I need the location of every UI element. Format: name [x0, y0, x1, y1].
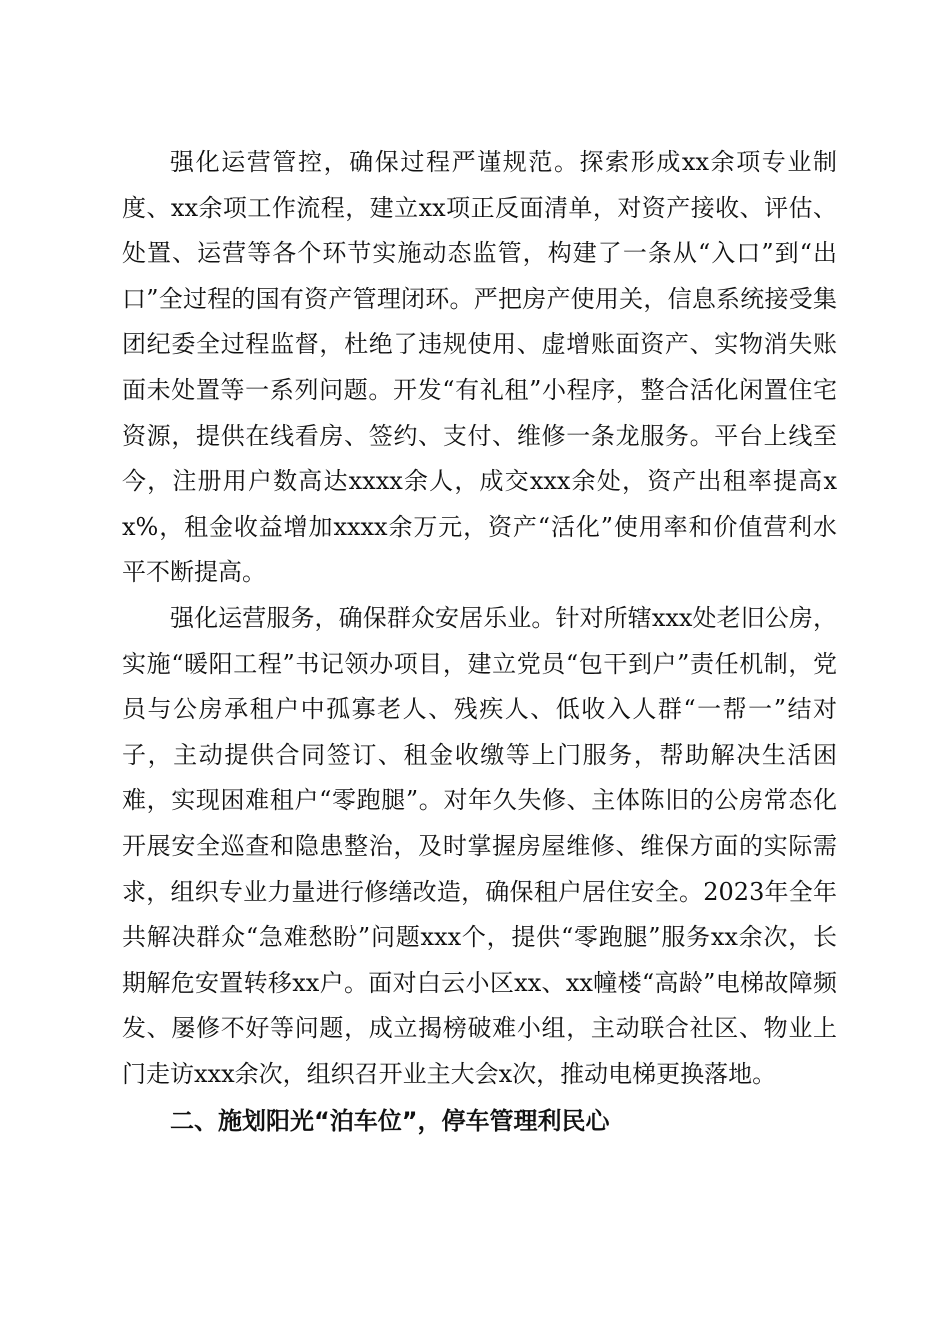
paragraph-operation-control: 强化运营管控，确保过程严谨规范。探索形成xx余项专业制度、xx余项工作流程，建立xx项正反面清单，对资产接收、评估、处置、运营等各个环节实施动态监管，构建了一条从“入口”到“出口”全过程的国有资产管理闭环。严把房产使用关，信息系统接受集团纪委全过程监督，杜绝了违规使用、虚增账面资产、实物消失账面未处置等一系列问题。开发“有礼租”小程序，整合活化闲置住宅资源，提供在线看房、签约、支付、维修一条龙服务。平台上线至今，注册用户数高达xxxx余人，成交xxx余处，资产出租率提高xx%，租金收益增加xxxx余万元，资产“活化”使用率和价值营利水平不断提高。	[122, 148, 837, 587]
document-body	[122, 140, 837, 1145]
section-heading: 二、施划阳光“泊车位”，停车管理利民心	[170, 1107, 610, 1136]
paragraph-operation-service: 强化运营服务，确保群众安居乐业。针对所辖xxx处老旧公房，实施“暖阳工程”书记领办项目，建立党员“包干到户”责任机制，党员与公房承租户中孤寡老人、残疾人、低收入人群“一帮一”结对子，主动提供合同签订、租金收缴等上门服务，帮助解决生活困难，实现困难租户“零跑腿”。对年久失修、主体陈旧的公房常态化开展安全巡查和隐患整治，及时掌握房屋维修、维保方面的实际需求，组织专业力量进行修缮改造，确保租户居住安全。2023年全年共解决群众“急难愁盼”问题xxx个，提供“零跑腿”服务xx余次，长期解危安置转移xx户。面对白云小区xx、xx幢楼“高龄”电梯故障频发、屡修不好等问题，成立揭榜破难小组，主动联合社区、物业上门走访xxx余次，组织召开业主大会x次，推动电梯更换落地。	[122, 603, 837, 1088]
